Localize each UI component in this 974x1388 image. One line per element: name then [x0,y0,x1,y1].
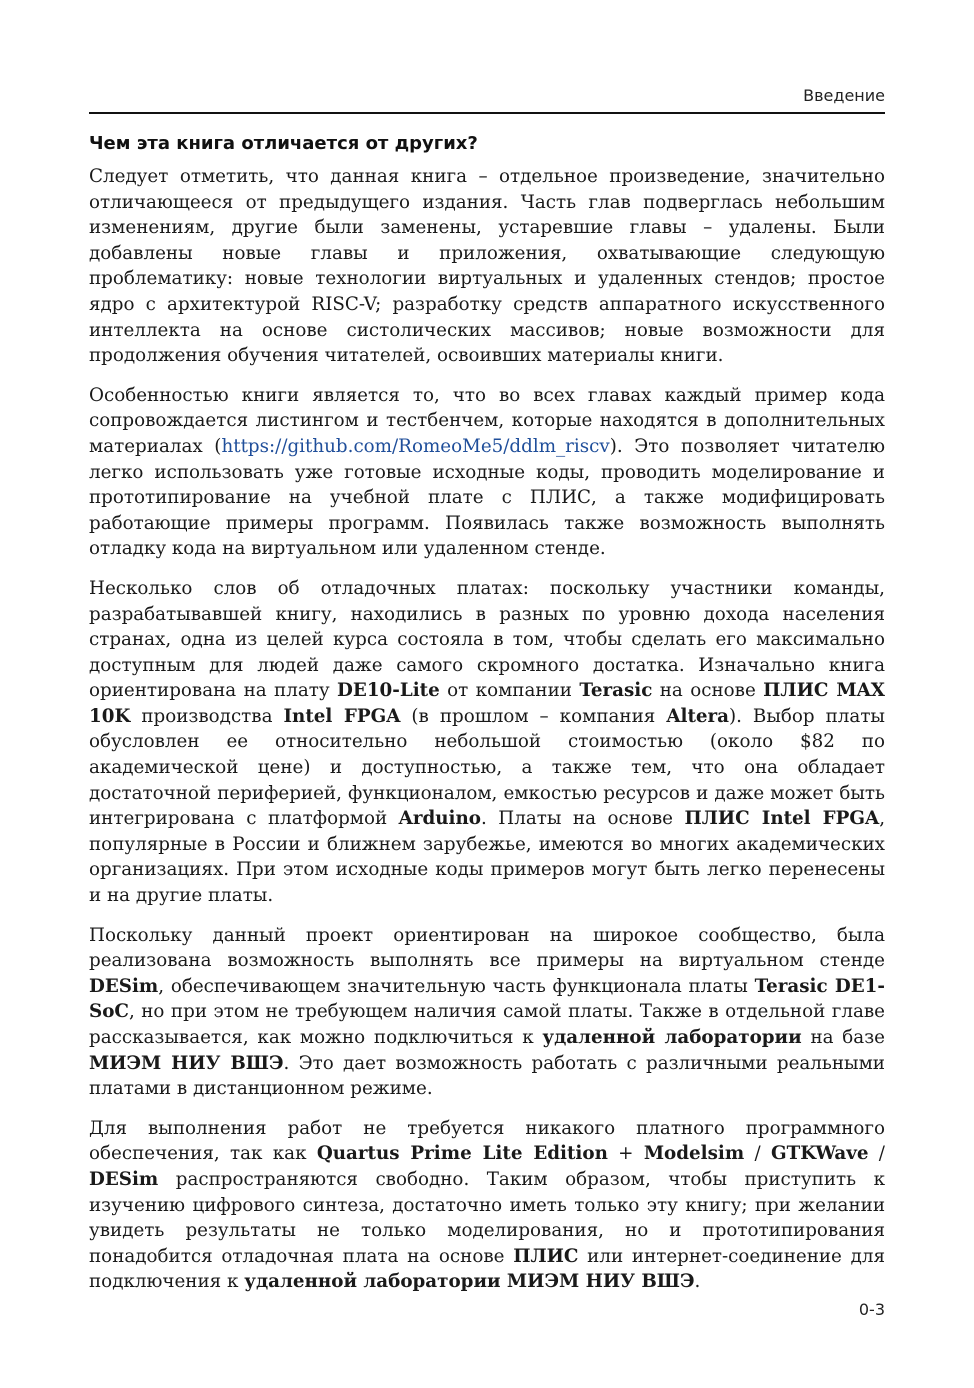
bold-term: DESim [89,975,159,997]
page-number: 0-3 [858,1300,885,1319]
body-paragraph [89,923,885,1102]
bold-term: ПЛИС Intel FPGA [684,808,880,830]
text-run: производства [130,705,284,727]
text-run: . [694,1271,701,1293]
text-run: Для выполнения работ не требуется никакого платного программного обеспечения, так как [89,1117,885,1165]
text-run: . Это дает возможность работать с различными реальными платами в дистанционном режиме. [89,1052,885,1100]
text-run: + [607,1143,644,1165]
text-run: Поскольку данный проект ориентирован на широкое сообщество, была реализована возможность выполнять все примеры на виртуальном стенде [89,924,885,972]
bold-term: Arduino [398,808,481,830]
bold-term: удаленной лаборатории МИЭМ НИУ ВШЭ [244,1271,695,1293]
bold-term: Terasic [579,680,653,702]
text-run: , но при этом не требующем наличия самой платы. Также в отдельной главе рассказывается, как можно подключиться к [89,1001,885,1048]
text-run: / [868,1143,885,1165]
body-paragraph [89,383,885,562]
text-run: / [744,1143,771,1165]
text-run: от компании [439,680,580,702]
text-run: ). Это позволяет читателю легко использовать уже готовые исходные коды, проводить моделирование и прототипирование на учебной плате с ПЛИС, а также модифицировать работающие примеры программ. Появилась также возможность выполнять отладку кода на виртуальном или удаленном стенде. [89,435,885,560]
bold-term: удаленной лаборатории [542,1027,802,1048]
bold-term: DESim [89,1168,159,1190]
bold-term: DE10-Lite [337,680,440,702]
bold-term: Terasic DE1-SoC [89,975,885,1023]
bold-term: Altera [666,705,729,727]
text-run: Несколько слов об отладочных платах: поскольку участники команды, разрабатывавшей книгу, находились в разных по уровню дохода населения странах, одна из целей курса состояла в том, чтобы сделать его максимально доступным для людей даже самого скромного достатка. Изначально книга ориентирована на плату [89,577,885,702]
bold-term: ПЛИС [513,1245,579,1267]
text-run: , популярные в России и ближнем зарубежье, имеются во многих академических организациях. При этом исходные коды примеров могут быть легко перенесены и на другие платы. [89,808,885,907]
text-run: на базе [801,1027,885,1048]
text-run: Особенностью книги является то, что во всех главах каждый пример кода сопровождается листингом и тестбенчем, которые находятся в дополнительных материалах ( [89,384,885,457]
header-rule [89,112,885,114]
text-run: Следует отметить, что данная книга – отдельное произведение, значительно отличающееся от предыдущего издания. Часть глав подверглась небольшим изменениям, другие были заменены, устаревшие главы – удалены. Были добавлены новые главы и приложения, охватывающие следующую проблематику: новые технологии виртуальных и удаленных стендов; простое ядро с архитектурой RISC-V; разработку средств аппаратного искусственного интеллекта на основе систолических массивов; новые возможности для продолжения обучения читателей, освоивших материалы книги. [89,166,885,367]
bold-term: МИЭМ НИУ ВШЭ [89,1052,284,1074]
bold-term: GTKWave [770,1143,869,1165]
body-paragraph [89,164,885,369]
bold-term: ПЛИС MAX 10K [89,680,885,727]
page-body [89,130,885,1309]
text-run: . Платы на основе [481,808,685,830]
running-head-title: Введение [803,86,885,105]
github-link[interactable]: https://github.com/RomeoMe5/ddlm_riscv [221,435,610,457]
text-run: (в прошлом – компания [400,705,667,727]
bold-term: Quartus Prime Lite Edition [316,1143,608,1165]
bold-term: Modelsim [643,1143,745,1165]
text-run: на основе [652,680,764,702]
text-run: распространяются свободно. Таким образом, чтобы приступить к изучению цифрового синтеза, достаточно иметь только эту книгу; при желании увидеть результаты не только моделирования, но и прототипирования понадобится отладочная плата на основе [89,1168,885,1267]
body-paragraph [89,1116,885,1295]
paragraph-list [89,164,885,1295]
text-run: или интернет-соединение для подключения к [89,1245,886,1293]
bold-term: Intel FPGA [283,705,401,727]
section-heading: Чем эта книга отличается от других? [89,133,478,154]
body-paragraph [89,576,885,909]
text-run: ). Выбор платы обусловлен ее относительно небольшой стоимостью (около $82 по академической цене) и доступностью, а также тем, что она обладает достаточной периферией, функционалом, емкостью ресурсов и даже может быть интегрирована с платформой [89,705,885,830]
text-run: , обеспечивающем значительную часть функционала платы [158,975,755,997]
